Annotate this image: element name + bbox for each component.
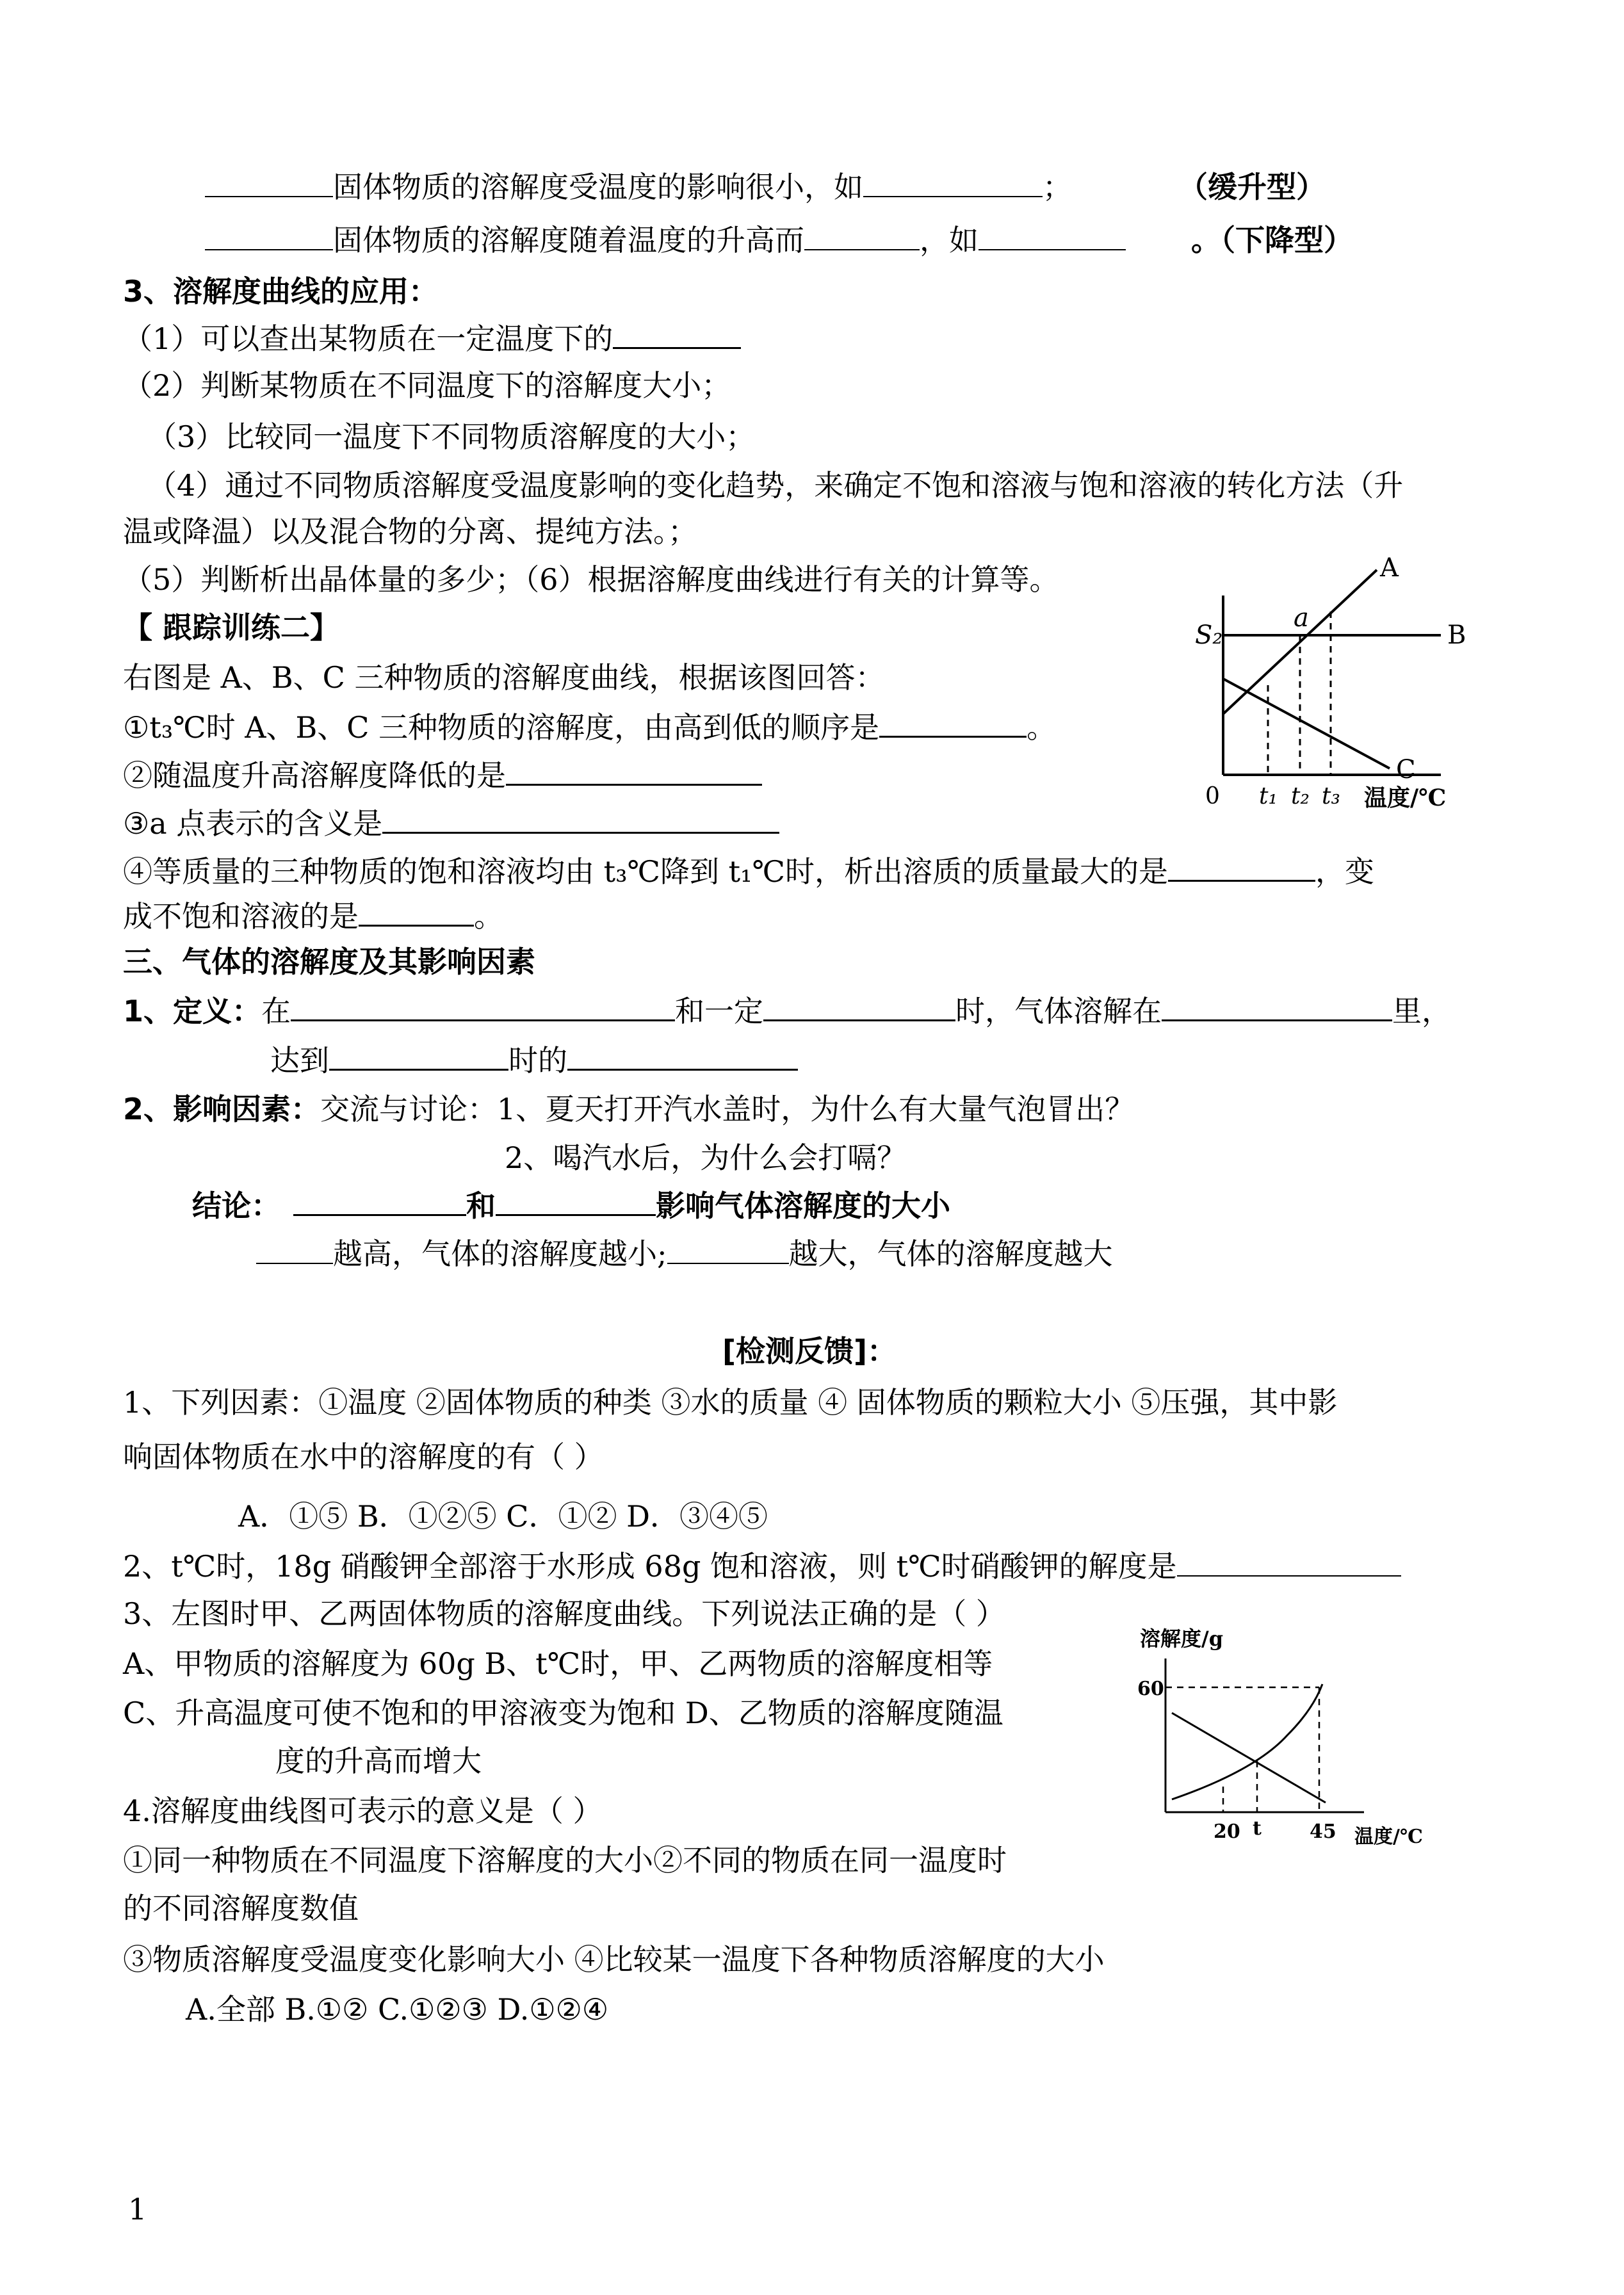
text: 。 <box>474 899 503 934</box>
blank-type-name-1[interactable] <box>205 168 333 197</box>
label-c-curve: C <box>1396 755 1416 784</box>
training-q3 <box>123 804 779 843</box>
fb-q4-1: ①同一种物质在不同温度下溶解度的大小②不同的物质在同一温度时 <box>123 1843 1007 1877</box>
training-heading: 【 跟踪训练二】 <box>123 610 340 645</box>
blank-def-5[interactable] <box>567 1041 798 1071</box>
fb-q1: 1、下列因素：①温度 ②固体物质的种类 ③水的质量 ④ 固体物质的颗粒大小 ⑤压强，其中影 <box>123 1385 1338 1420</box>
blank-decreasing[interactable] <box>506 756 762 786</box>
text: （1）可以查出某物质在一定温度下的 <box>123 321 613 356</box>
training-q2 <box>123 756 762 795</box>
text: 。 <box>1027 710 1057 745</box>
line-gentle-rise <box>205 168 1072 206</box>
blank-conclusion-1[interactable] <box>293 1186 466 1216</box>
label-s2: S₂ <box>1195 620 1223 650</box>
tick-20: 20 <box>1214 1821 1240 1843</box>
blank-conclusion-4[interactable] <box>667 1235 789 1264</box>
text: 时，气体溶解在 <box>955 994 1162 1028</box>
curve-yi <box>1172 1713 1326 1803</box>
text: 2、t℃时，18g 硝酸钾全部溶于水形成 68g 饱和溶液，则 t℃时硝酸钾的解度是 <box>123 1549 1177 1584</box>
label-x-axis: 温度/℃ <box>1364 784 1447 811</box>
app-item-5: （5）判断析出晶体量的多少；（6）根据溶解度曲线进行有关的计算等。 <box>123 562 1059 597</box>
solubility-chart-jia-yi <box>1127 1620 1460 1876</box>
tag-gentle-rise: （缓升型） <box>1178 170 1326 204</box>
fb-q2 <box>123 1547 1401 1585</box>
blank-conclusion-2[interactable] <box>496 1186 656 1216</box>
text: ③a 点表示的含义是 <box>123 806 383 841</box>
app-item-3: （3）比较同一温度下不同物质溶解度的大小； <box>147 419 756 454</box>
tick-t: t <box>1253 1817 1262 1840</box>
factors-label: 2、影响因素： <box>123 1092 321 1126</box>
fb-q3: 3、左图时甲、乙两固体物质的溶解度曲线。下列说法正确的是（ ） <box>123 1596 1005 1631</box>
text: 里， <box>1392 994 1452 1028</box>
separator: ； <box>1043 170 1072 204</box>
text: ④等质量的三种物质的饱和溶液均由 t₃℃降到 t₁℃时，析出溶质的质量最大的是 <box>123 854 1169 889</box>
training-intro: 右图是 A、B、C 三种物质的溶解度曲线，根据该图回答： <box>123 660 885 695</box>
gas-conclusion <box>192 1186 950 1225</box>
text: 和一定 <box>675 994 764 1028</box>
text: 交流与讨论：1、夏天打开汽水盖时，为什么有大量气泡冒出？ <box>320 1092 1135 1126</box>
training-q1 <box>123 708 1056 747</box>
label-t3: t₃ <box>1322 783 1340 809</box>
text: 越大，气体的溶解度越大 <box>788 1237 1113 1271</box>
blank-conclusion-3[interactable] <box>256 1235 333 1264</box>
label-a-point: a <box>1294 603 1309 633</box>
training-q4 <box>123 852 1374 891</box>
blank-def-4[interactable] <box>329 1041 508 1071</box>
gas-factors-2: 2、喝汽水后，为什么会打嗝？ <box>505 1140 907 1175</box>
label-x-axis: 温度/℃ <box>1354 1826 1423 1848</box>
gas-def-cont <box>270 1041 798 1080</box>
text: 在 <box>261 994 291 1028</box>
label-t1: t₁ <box>1259 783 1278 809</box>
app-item-4b: 温或降温）以及混合物的分离、提纯方法。； <box>123 514 697 549</box>
solubility-chart-abc <box>1172 551 1505 813</box>
fb-q3-d: 度的升高而增大 <box>275 1744 482 1778</box>
line-decrease <box>205 221 1126 259</box>
text: 和 <box>466 1188 496 1223</box>
text: ①t₃℃时 A、B、C 三种物质的溶解度，由高到低的顺序是 <box>123 710 880 745</box>
tag-decrease: 。（下降型） <box>1191 223 1353 257</box>
text: ，变 <box>1315 854 1375 889</box>
blank-def-2[interactable] <box>763 991 955 1021</box>
blank-type-name-2[interactable] <box>205 221 333 250</box>
gas-heading: 三、气体的溶解度及其影响因素 <box>123 945 535 979</box>
text: 越高，气体的溶解度越小; <box>333 1237 667 1271</box>
blank-q2[interactable] <box>1177 1547 1401 1577</box>
text: 达到 <box>270 1043 329 1078</box>
curve-jia <box>1172 1684 1322 1799</box>
fb-q4-3: ③物质溶解度受温度变化影响大小 ④比较某一温度下各种物质溶解度的大小 <box>123 1942 1105 1977</box>
fb-q1-cont: 响固体物质在水中的溶解度的有（ ） <box>123 1439 604 1474</box>
section-3-heading: 3、溶解度曲线的应用： <box>123 274 439 309</box>
text: ，如 <box>920 223 978 257</box>
text: ②随温度升高溶解度降低的是 <box>123 758 506 793</box>
blank-def-1[interactable] <box>291 991 675 1021</box>
blank-order[interactable] <box>879 708 1027 738</box>
fb-q3-c: C、升高温度可使不饱和的甲溶液变为饱和 D、乙物质的溶解度随温 <box>123 1696 1003 1730</box>
app-item-1 <box>123 319 741 358</box>
app-item-4a: （4）通过不同物质溶解度受温度影响的变化趋势，来确定不饱和溶液与饱和溶液的转化方法（升 <box>147 468 1404 503</box>
app-item-2: （2）判断某物质在不同温度下的溶解度大小； <box>123 368 731 403</box>
gas-factors <box>123 1090 1134 1128</box>
text: 成不饱和溶液的是 <box>123 899 359 934</box>
training-q4-cont <box>123 896 503 936</box>
blank-def-3[interactable] <box>1162 991 1392 1021</box>
tick-60: 60 <box>1137 1678 1164 1700</box>
blank-example-2[interactable] <box>978 221 1126 250</box>
blank-trend[interactable] <box>804 221 920 250</box>
blank-example-1[interactable] <box>863 168 1043 197</box>
blank-max-mass[interactable] <box>1168 852 1315 882</box>
label-b-curve: B <box>1447 620 1466 650</box>
curve-c <box>1223 679 1390 768</box>
tick-45: 45 <box>1310 1821 1336 1843</box>
label-a-curve: A <box>1380 553 1399 583</box>
fb-q3-a: A、甲物质的溶解度为 60g B、t℃时，甲、乙两物质的溶解度相等 <box>123 1646 993 1681</box>
fb-q1-options: A．①⑤ B．①②⑤ C．①② D．③④⑤ <box>238 1499 768 1534</box>
fb-q4: 4.溶解度曲线图可表示的意义是（ ） <box>123 1794 603 1828</box>
blank-unsaturated[interactable] <box>359 896 474 927</box>
blank-app-1[interactable] <box>613 319 741 349</box>
label-t2: t₂ <box>1291 783 1310 809</box>
label-origin: 0 <box>1205 783 1220 809</box>
conclusion-label: 结论： <box>192 1188 280 1223</box>
text: 时的 <box>508 1043 567 1078</box>
gas-def <box>123 991 1451 1030</box>
text: 固体物质的溶解度受温度的影响很小，如 <box>333 170 863 204</box>
gas-conclusion-2 <box>256 1235 1113 1273</box>
text: 固体物质的溶解度随着温度的升高而 <box>333 223 804 257</box>
feedback-heading: [检测反馈]： <box>722 1334 897 1368</box>
label-y-axis: 溶解度/g <box>1140 1626 1224 1651</box>
blank-point-a[interactable] <box>382 804 779 834</box>
text: 影响气体溶解度的大小 <box>656 1188 950 1223</box>
page-number: 1 <box>128 2192 147 2226</box>
fb-q4-2: 的不同溶解度数值 <box>123 1891 359 1926</box>
def-label: 1、定义： <box>123 994 262 1028</box>
fb-q4-options: A.全部 B.①② C.①②③ D.①②④ <box>186 1992 609 2027</box>
